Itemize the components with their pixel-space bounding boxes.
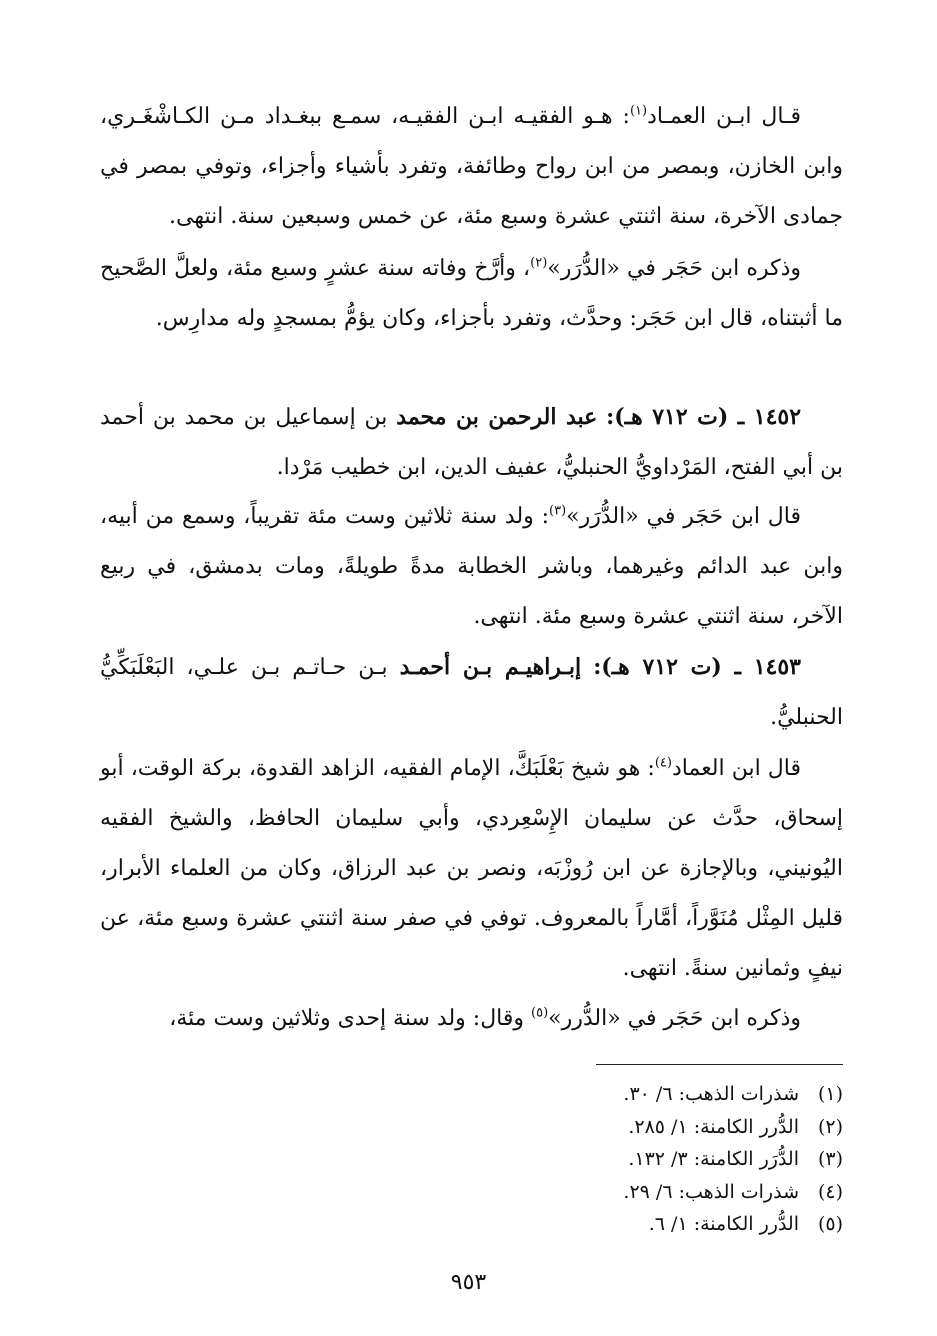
footnote-number: (٢) [817,1115,843,1138]
entry-number: ١٤٥٣ ـ (ت ٧١٢ هـ): [593,654,801,680]
footnote-ref-3[interactable]: (٣) [549,503,567,519]
footnote-text: الدُّرَر الكامنة: ٣/ ١٣٢. [628,1148,799,1170]
paragraph-text: وقال: ولد سنة إحدى وثلاثين وست مئة، [169,1006,532,1031]
footnote-item [300,1078,843,1111]
entry-name: إبـراهيـم بـن أحمـد [399,654,582,680]
entry-text: بن إسماعيل بن محمد بن أحمد بن أبي الفتح، المَرْداويُّ الحنبليُّ، عفيف الدين، ابن خطيب مَرْدا. [100,405,843,480]
footnotes-list [300,1078,843,1241]
entry-text: بـن حـاتـم بـن علـي، البَعْلَبَكِّيُّ الحنبليُّ. [100,655,843,730]
footnote-text: الدُّرر الكامنة: ١/ ٢٨٥. [628,1115,799,1138]
paragraph-lead: قال ابن حَجَر في «الدُّرَر» [566,504,801,529]
footnote-number: (٥) [817,1213,843,1235]
entry-1453 [100,642,843,743]
paragraph-ibn-al-imad-2 [100,744,843,994]
footnote-item [300,1143,843,1176]
footnote-ref-2[interactable]: (٢) [530,255,548,271]
entry-1452 [100,392,843,493]
footnote-number: (٤) [817,1180,843,1203]
paragraph-lead: قـال ابـن العمـاد [647,104,802,129]
footnote-text: شذرات الذهب: ٦/ ٣٠. [623,1083,799,1105]
footnote-ref-5[interactable]: (٥) [531,1005,549,1021]
paragraph-text: ، وأرَّخ وفاته سنة عشرٍ وسبع مئة، ولعلَّ الصَّحيح ما أثبتناه، قال ابن حَجَر: وحدَّث، وتفرد بأجزاء، وكان يؤمُّ بمسجدٍ وله مدارِس. [100,256,843,331]
footnote-item [300,1111,843,1144]
paragraph-lead: وذكره ابن حَجَر في «الدُّرر» [548,1006,801,1031]
footnote-ref-4[interactable]: (٤) [654,755,672,771]
page-number: ٩٥٣ [450,1270,487,1295]
paragraph-lead: وذكره ابن حَجَر في «الدُّرَر» [547,256,801,281]
footnote-number: (١) [817,1083,843,1105]
entry-number: ١٤٥٢ ـ (ت ٧١٢ هـ): [606,404,802,430]
footnote-separator [596,1064,843,1065]
entry-name: عبد الرحمن بن محمد [396,404,598,430]
footnote-number: (٣) [817,1148,843,1170]
paragraph-ibn-al-imad-1 [100,92,843,242]
paragraph-ibn-hajar-3 [100,994,843,1044]
paragraph-text: : ولد سنة ثلاثين وست مئة تقريباً، وسمع من أبيه، وابن عبد الدائم وغيرهما، وباشر الخطابة مدةً طويلةً، ومات بدمشق، في ربيع الآخر، سنة اثنتي عشرة وسبع مئة. انتهى. [100,504,843,629]
paragraph-text: : هـو الفقيـه ابـن الفقيـه، سمـع ببغـداد مـن الكـاشْغَـري، وابن الخازن، وبمصر من ابن رواح وطائفة، وتفرد بأشياء وأجزاء، وتوفي بمصر في جمادى الآخرة، سنة اثنتي عشرة وسبع مئة، عن خمس وسبعين سنة. انتهى. [100,104,843,229]
paragraph-lead: قال ابن العماد [671,756,802,781]
paragraph-ibn-hajar-2 [100,492,843,642]
footnote-item [300,1176,843,1209]
paragraph-text: : هو شيخ بَعْلَبَكَّ، الإمام الفقيه، الزاهد القدوة، بركة الوقت، أبو إسحاق، حدَّث عن سليمان الإِسْعِردي، وأبي سليمان الحافظ، والشيخ الفقيه اليُونيني، وبالإجازة عن ابن رُوزْبَه، ونصر بن عبد الرزاق، وكان من العلماء الأبرار، قليل المِثْل مُنَوَّراً، أمَّاراً بالمعروف. توفي في صفر سنة اثنتي عشرة وسبع مئة، عن نيفٍ وثمانين سنةً. انتهى. [100,756,843,981]
footnote-text: الدُّرر الكامنة: ١/ ٦. [648,1213,799,1235]
footnote-ref-1[interactable]: (١) [629,103,648,119]
paragraph-ibn-hajar-1 [100,244,843,344]
footnote-item [300,1208,843,1241]
footnote-text: شذرات الذهب: ٦/ ٢٩. [623,1180,799,1203]
